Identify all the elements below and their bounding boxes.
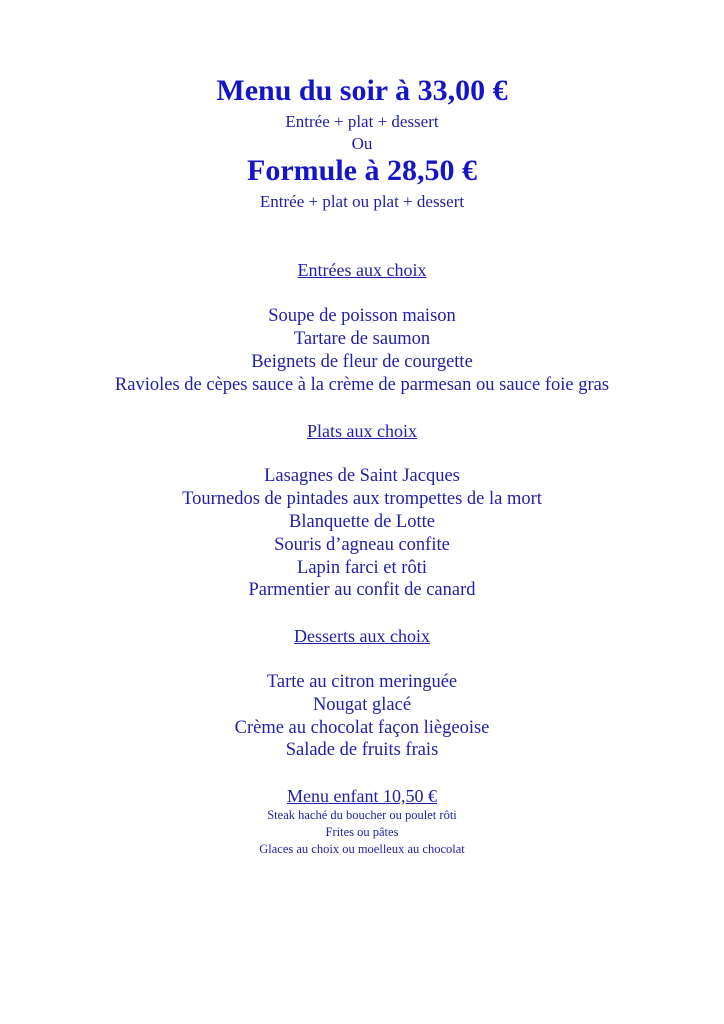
plats-heading: Plats aux choix — [307, 421, 417, 441]
desserts-heading: Desserts aux choix — [294, 626, 430, 646]
plat-item: Lasagnes de Saint Jacques — [264, 466, 460, 486]
enfant-item: Glaces au choix ou moelleux au chocolat — [259, 842, 465, 856]
plat-item: Parmentier au confit de canard — [248, 580, 476, 600]
plat-item: Blanquette de Lotte — [289, 512, 435, 532]
enfant-heading: Menu enfant 10,50 € — [287, 786, 437, 806]
dessert-item: Crème au chocolat façon liègeoise — [234, 718, 490, 738]
formule-title: Formule à 28,50 € — [247, 154, 477, 187]
entree-item: Soupe de poisson maison — [268, 306, 456, 326]
enfant-item: Frites ou pâtes — [325, 825, 399, 839]
entrees-heading: Entrées aux choix — [297, 260, 427, 280]
dessert-item: Salade de fruits frais — [285, 740, 439, 760]
plat-item: Tournedos de pintades aux trompettes de la mort — [182, 489, 542, 509]
entree-item: Tartare de saumon — [293, 329, 431, 349]
dessert-item: Tarte au citron meringuée — [266, 672, 458, 692]
plat-item: Souris d’agneau confite — [274, 535, 450, 555]
menu-or: Ou — [351, 134, 373, 153]
dessert-item: Nougat glacé — [312, 695, 412, 715]
formule-subtitle: Entrée + plat ou plat + dessert — [259, 192, 465, 211]
menu-title: Menu du soir à 33,00 € — [216, 74, 508, 107]
entree-item: Beignets de fleur de courgette — [251, 352, 473, 372]
enfant-item: Steak haché du boucher ou poulet rôti — [267, 808, 457, 822]
plat-item: Lapin farci et rôti — [297, 558, 427, 578]
entree-item: Ravioles de cèpes sauce à la crème de parmesan ou sauce foie gras — [114, 375, 610, 395]
menu-subtitle: Entrée + plat + dessert — [285, 112, 439, 131]
